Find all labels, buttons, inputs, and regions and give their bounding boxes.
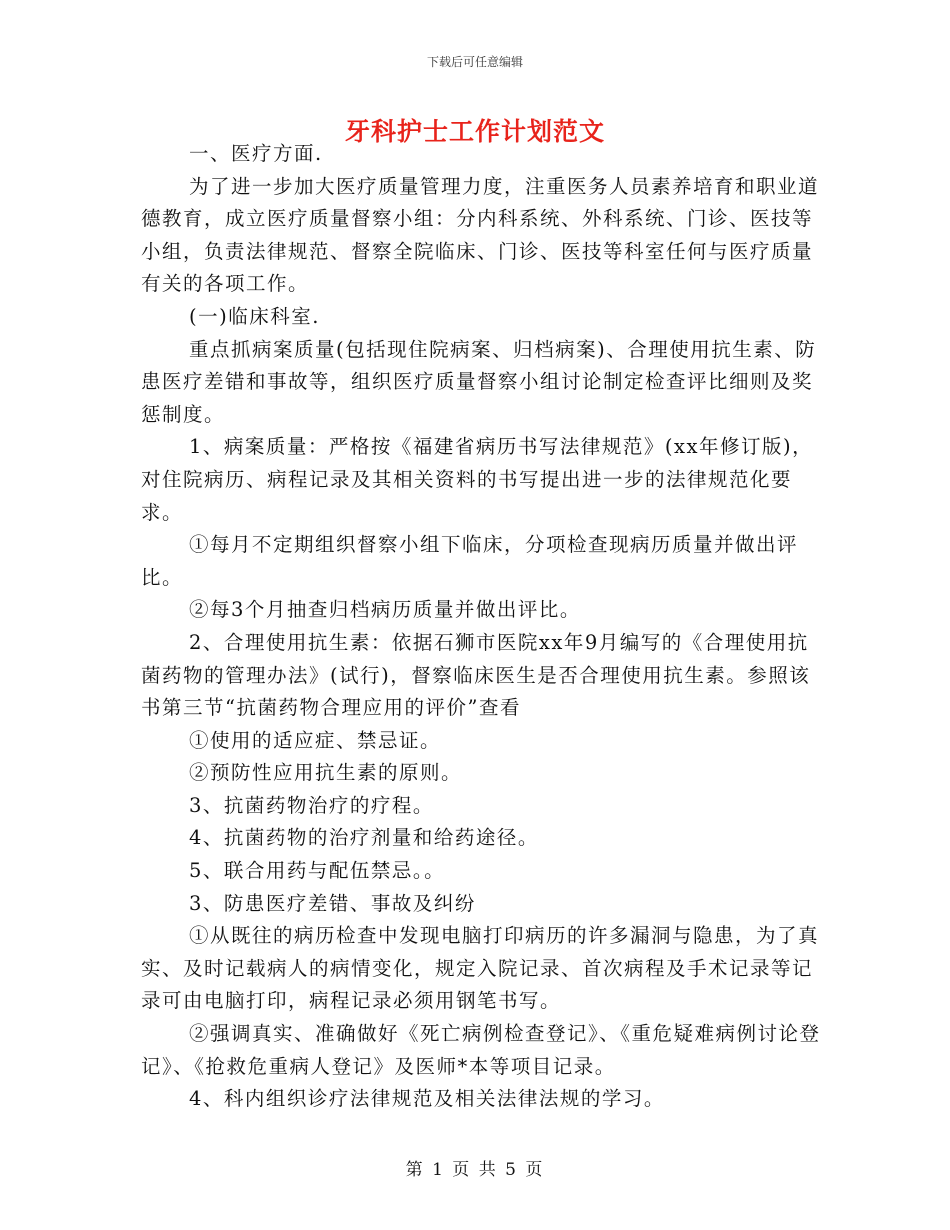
paragraph-records-accuracy: ②强调真实、准确做好《死亡病例检查登记》、《重危疑难病例讨论登记》、《抢救危重病人登记》及医师*本等项目记录。 [141, 1022, 821, 1078]
document-title: 牙科护士工作计划范文 [344, 117, 605, 146]
paragraph-study: 4、科内组织诊疗法律规范及相关法律法规的学习。 [189, 1087, 665, 1111]
list-item-combination: 5、联合用药与配伍禁忌。。 [189, 859, 446, 883]
page-header: 下载后可任意编辑 [426, 55, 523, 69]
paragraph-antibiotics: 2、合理使用抗生素：依据石狮市医院xx年9月编写的《合理使用抗菌药物的管理办法》(试行)，督察临床医生是否合理使用抗生素。参照该书第三节“抗菌药物合理应用的评价”查看 [141, 630, 811, 720]
section-heading-medical: 一、医疗方面. [189, 142, 323, 165]
page-footer: 第 1 页 共 5 页 [405, 1160, 545, 1180]
paragraph-prevent-errors: 3、防患医疗差错、事故及纠纷 [189, 891, 476, 915]
subsection-heading-clinical: (一)临床科室. [189, 304, 320, 328]
paragraph-case-quality: 1、病案质量：严格按《福建省病历书写法律规范》(xx年修订版)，对住院病历、病程记录及其相关资料的书写提出进一步的法律规范化要求。 [141, 435, 814, 524]
paragraph-focus: 重点抓病案质量(包括现住院病案、归档病案)、合理使用抗生素、防患医疗差错和事故等，组织医疗质量督察小组讨论制定检查评比细则及奖惩制度。 [141, 337, 817, 426]
list-item-indications: ①使用的适应症、禁忌证。 [189, 728, 442, 752]
document-body [141, 138, 821, 1116]
paragraph-printed-records: ①从既往的病历检查中发现电脑打印病历的许多漏洞与隐患，为了真实、及时记载病人的病情变化，规定入院记录、首次病程及手术记录等记录可由电脑打印，病程记录必须用钢笔书写。 [141, 924, 820, 1013]
list-item-prophylaxis: ②预防性应用抗生素的原则。 [189, 761, 463, 785]
list-item-course: 3、抗菌药物治疗的疗程。 [189, 793, 434, 817]
paragraph-quarterly-check: ②每3个月抽查归档病历质量并做出评比。 [189, 598, 581, 622]
list-item-dosage: 4、抗菌药物的治疗剂量和给药途径。 [189, 826, 539, 850]
paragraph-quality-management: 为了进一步加大医疗质量管理力度，注重医务人员素养培育和职业道德教育，成立医疗质量督察小组：分内科系统、外科系统、门诊、医技等小组，负责法律规范、督察全院临床、门诊、医技等科室任何与医疗质量有关的各项工作。 [141, 174, 820, 296]
paragraph-monthly-check: ①每月不定期组织督察小组下临床，分项检查现病历质量并做出评比。 [141, 533, 799, 589]
